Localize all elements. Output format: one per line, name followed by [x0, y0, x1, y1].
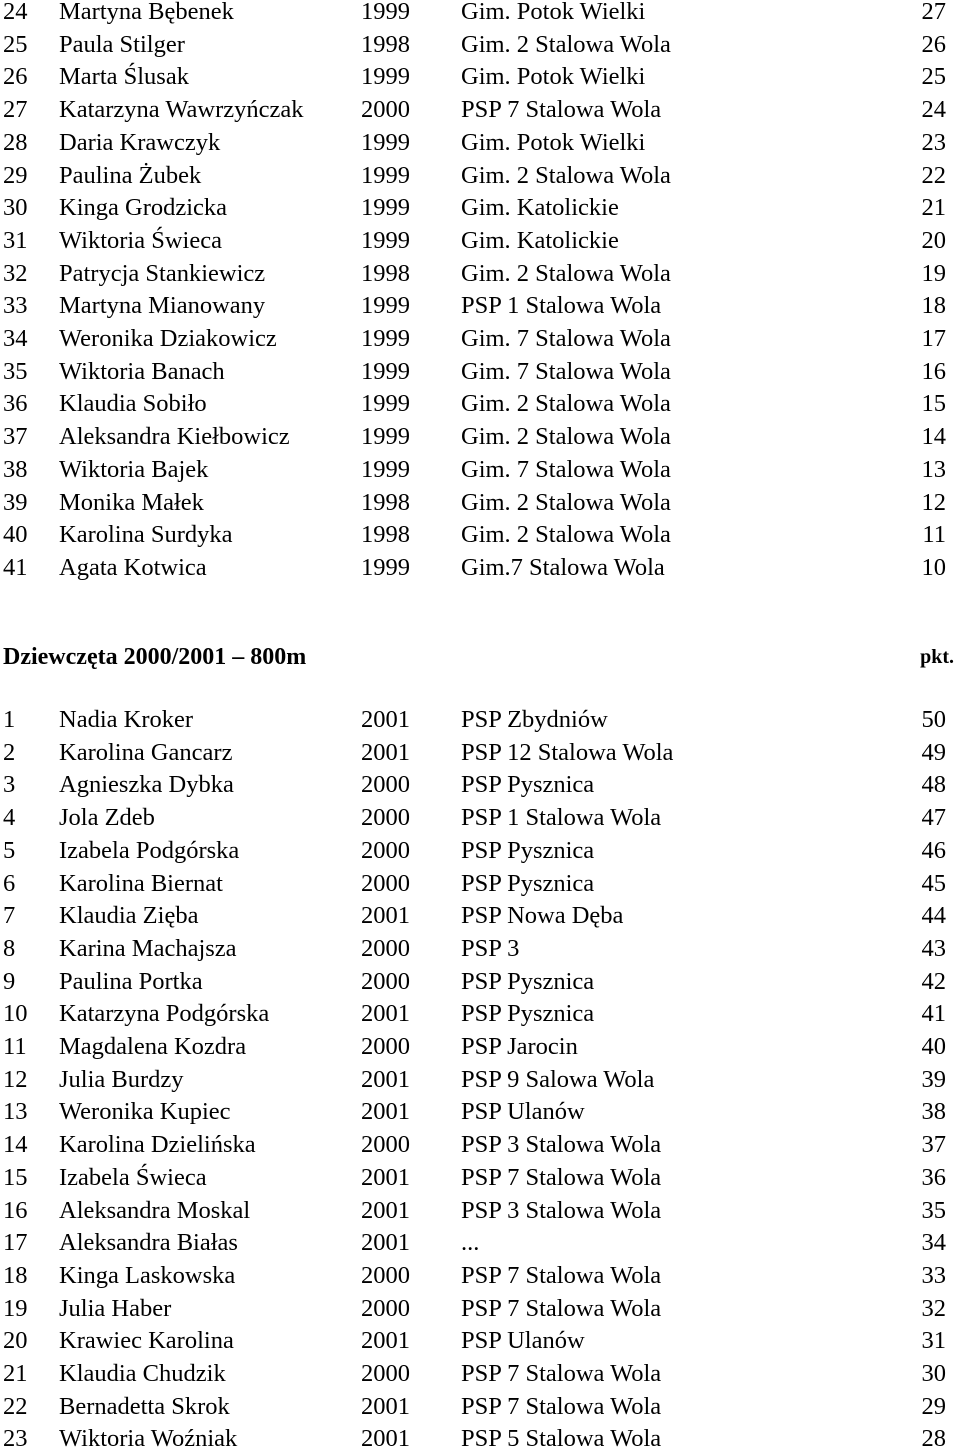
place-number: 34: [3, 325, 28, 352]
school-name: Gim. Potok Wielki: [461, 63, 646, 91]
points-value: 30: [921, 1360, 946, 1387]
place-number: 18: [3, 1261, 28, 1289]
table-row: [0, 998, 960, 1030]
birth-year: 2000: [361, 1294, 410, 1322]
points-value: 43: [921, 934, 946, 962]
table-row: [0, 1423, 960, 1455]
athlete-name: Weronika Kupiec: [59, 1098, 231, 1126]
table-row: [0, 835, 960, 867]
table-row: [0, 258, 960, 290]
birth-year: 1999: [361, 357, 410, 385]
place-number: 1: [3, 706, 16, 733]
birth-year: 2000: [361, 804, 410, 832]
points-value: 22: [921, 161, 946, 189]
place-number: 20: [3, 1327, 28, 1355]
athlete-name: Izabela Podgórska: [59, 836, 240, 864]
points-value: 17: [921, 325, 946, 352]
table-row: [0, 1260, 960, 1292]
points-value: 50: [921, 706, 946, 733]
points-value: 49: [921, 738, 946, 766]
birth-year: 2001: [361, 1098, 410, 1126]
table-row: [0, 225, 960, 257]
athlete-name: Aleksandra Białas: [59, 1229, 238, 1257]
points-value: 26: [921, 30, 946, 58]
points-value: 36: [921, 1163, 946, 1191]
place-number: 30: [3, 194, 28, 222]
place-number: 15: [3, 1163, 28, 1191]
athlete-name: Wiktoria Świeca: [59, 226, 222, 254]
school-name: PSP 7 Stalowa Wola: [461, 96, 662, 124]
athlete-name: Daria Krawczyk: [59, 128, 221, 156]
school-name: PSP Pysznica: [461, 836, 595, 864]
place-number: 41: [3, 553, 28, 581]
school-name: Gim. 7 Stalowa Wola: [461, 455, 671, 483]
athlete-name: Paula Stilger: [59, 30, 185, 58]
athlete-name: Klaudia Sobiło: [59, 390, 207, 418]
table-row: [0, 1031, 960, 1063]
table-row: [0, 704, 960, 736]
table-row: [0, 966, 960, 998]
school-name: Gim. 7 Stalowa Wola: [461, 325, 671, 352]
birth-year: 1999: [361, 455, 410, 483]
section-title: Dziewczęta 2000/2001 – 800m: [3, 644, 307, 670]
table-row: [0, 1293, 960, 1325]
points-value: 34: [921, 1229, 946, 1257]
school-name: Gim.7 Stalowa Wola: [461, 553, 665, 581]
table-row: [0, 519, 960, 551]
table-row: [0, 1358, 960, 1390]
place-number: 22: [3, 1392, 28, 1420]
table-row: [0, 160, 960, 192]
place-number: 7: [3, 902, 16, 930]
points-value: 10: [921, 553, 946, 581]
athlete-name: Monika Małek: [59, 488, 204, 516]
birth-year: 2001: [361, 706, 410, 733]
place-number: 9: [3, 967, 16, 995]
birth-year: 2001: [361, 1196, 410, 1224]
birth-year: 2000: [361, 1033, 410, 1060]
school-name: Gim. Potok Wielki: [461, 0, 646, 25]
table-row: [0, 1391, 960, 1423]
table-row: [0, 900, 960, 932]
birth-year: 1998: [361, 521, 410, 549]
school-name: Gim. 2 Stalowa Wola: [461, 390, 671, 418]
athlete-name: Nadia Kroker: [59, 706, 194, 733]
table-row: [0, 552, 960, 584]
athlete-name: Marta Ślusak: [59, 63, 189, 91]
school-name: Gim. Katolickie: [461, 226, 619, 254]
school-name: PSP 3 Stalowa Wola: [461, 1131, 662, 1159]
table-row: [0, 421, 960, 453]
school-name: PSP 7 Stalowa Wola: [461, 1163, 662, 1191]
place-number: 6: [3, 869, 16, 897]
birth-year: 2000: [361, 1360, 410, 1387]
table-row: [0, 356, 960, 388]
school-name: Gim. 2 Stalowa Wola: [461, 259, 671, 287]
birth-year: 2001: [361, 902, 410, 930]
points-value: 32: [921, 1294, 946, 1322]
birth-year: 2000: [361, 967, 410, 995]
place-number: 17: [3, 1229, 28, 1257]
athlete-name: Katarzyna Wawrzyńczak: [59, 96, 304, 124]
athlete-name: Magdalena Kozdra: [59, 1033, 247, 1060]
birth-year: 2001: [361, 738, 410, 766]
points-value: 35: [921, 1196, 946, 1224]
points-value: 31: [921, 1327, 946, 1355]
points-value: 14: [921, 423, 946, 451]
school-name: Gim. Potok Wielki: [461, 128, 646, 156]
table-row: [0, 1195, 960, 1227]
table-row: [0, 737, 960, 769]
points-value: 20: [921, 226, 946, 254]
athlete-name: Agata Kotwica: [59, 553, 207, 581]
school-name: PSP 7 Stalowa Wola: [461, 1294, 662, 1322]
place-number: 38: [3, 455, 28, 483]
athlete-name: Katarzyna Podgórska: [59, 1000, 270, 1028]
birth-year: 2000: [361, 1261, 410, 1289]
points-value: 18: [921, 292, 946, 320]
place-number: 12: [3, 1065, 28, 1093]
place-number: 40: [3, 521, 28, 549]
place-number: 24: [3, 0, 28, 25]
school-name: ...: [461, 1229, 480, 1257]
table-row: [0, 0, 960, 28]
school-name: Gim. 2 Stalowa Wola: [461, 423, 671, 451]
birth-year: 2001: [361, 1425, 410, 1453]
school-name: PSP 5 Stalowa Wola: [461, 1425, 662, 1453]
athlete-name: Karolina Dzielińska: [59, 1131, 256, 1159]
table-row: [0, 323, 960, 355]
place-number: 29: [3, 161, 28, 189]
birth-year: 2000: [361, 934, 410, 962]
place-number: 11: [3, 1033, 27, 1060]
table-row: [0, 933, 960, 965]
points-value: 13: [921, 455, 946, 483]
birth-year: 1998: [361, 488, 410, 516]
school-name: PSP Ulanów: [461, 1098, 585, 1126]
points-column-label: pkt.: [920, 646, 954, 668]
place-number: 28: [3, 128, 28, 156]
athlete-name: Klaudia Zięba: [59, 902, 199, 930]
points-value: 39: [921, 1065, 946, 1093]
place-number: 2: [3, 738, 16, 766]
athlete-name: Patrycja Stankiewicz: [59, 259, 266, 287]
school-name: PSP Jarocin: [461, 1033, 578, 1060]
school-name: Gim. 2 Stalowa Wola: [461, 161, 671, 189]
athlete-name: Weronika Dziakowicz: [59, 325, 277, 352]
table-row: [0, 454, 960, 486]
birth-year: 1999: [361, 390, 410, 418]
birth-year: 1999: [361, 292, 410, 320]
birth-year: 1999: [361, 325, 410, 352]
place-number: 25: [3, 30, 28, 58]
birth-year: 1999: [361, 63, 410, 91]
place-number: 14: [3, 1131, 28, 1159]
place-number: 13: [3, 1098, 28, 1126]
school-name: PSP 9 Salowa Wola: [461, 1065, 655, 1093]
points-value: 19: [921, 259, 946, 287]
place-number: 36: [3, 390, 28, 418]
table-row: [0, 487, 960, 519]
birth-year: 1999: [361, 194, 410, 222]
points-value: 25: [921, 63, 946, 91]
place-number: 10: [3, 1000, 28, 1028]
place-number: 33: [3, 292, 28, 320]
place-number: 3: [3, 771, 16, 799]
school-name: Gim. 2 Stalowa Wola: [461, 30, 671, 58]
birth-year: 2001: [361, 1229, 410, 1257]
school-name: PSP Nowa Dęba: [461, 902, 624, 930]
birth-year: 1998: [361, 30, 410, 58]
school-name: PSP Ulanów: [461, 1327, 585, 1355]
points-value: 15: [921, 390, 946, 418]
birth-year: 1999: [361, 161, 410, 189]
birth-year: 2000: [361, 836, 410, 864]
school-name: PSP 1 Stalowa Wola: [461, 804, 662, 832]
place-number: 16: [3, 1196, 28, 1224]
points-value: 48: [921, 771, 946, 799]
birth-year: 2000: [361, 771, 410, 799]
athlete-name: Kinga Grodzicka: [59, 194, 228, 222]
school-name: PSP Zbydniów: [461, 706, 608, 733]
athlete-name: Paulina Żubek: [59, 161, 202, 189]
athlete-name: Agnieszka Dybka: [59, 771, 234, 799]
birth-year: 2001: [361, 1163, 410, 1191]
table-row: [0, 1096, 960, 1128]
birth-year: 2000: [361, 869, 410, 897]
birth-year: 2001: [361, 1000, 410, 1028]
place-number: 32: [3, 259, 28, 287]
place-number: 4: [3, 804, 16, 832]
school-name: Gim. Katolickie: [461, 194, 619, 222]
school-name: PSP 3 Stalowa Wola: [461, 1196, 662, 1224]
athlete-name: Kinga Laskowska: [59, 1261, 236, 1289]
school-name: PSP Pysznica: [461, 967, 595, 995]
points-value: 40: [921, 1033, 946, 1060]
table-row: [0, 61, 960, 93]
place-number: 39: [3, 488, 28, 516]
athlete-name: Aleksandra Kiełbowicz: [59, 423, 290, 451]
place-number: 5: [3, 836, 16, 864]
points-value: 27: [921, 0, 946, 25]
birth-year: 1998: [361, 259, 410, 287]
athlete-name: Klaudia Chudzik: [59, 1360, 226, 1387]
place-number: 23: [3, 1425, 28, 1453]
athlete-name: Julia Burdzy: [59, 1065, 184, 1093]
school-name: PSP Pysznica: [461, 1000, 595, 1028]
athlete-name: Aleksandra Moskal: [59, 1196, 251, 1224]
points-value: 44: [921, 902, 946, 930]
birth-year: 1999: [361, 0, 410, 25]
points-value: 24: [921, 96, 946, 124]
table-row: [0, 1064, 960, 1096]
points-value: 11: [922, 521, 946, 549]
athlete-name: Wiktoria Woźniak: [59, 1425, 238, 1453]
points-value: 46: [921, 836, 946, 864]
school-name: PSP 1 Stalowa Wola: [461, 292, 662, 320]
points-value: 28: [921, 1425, 946, 1453]
table-row: [0, 1129, 960, 1161]
place-number: 27: [3, 96, 28, 124]
athlete-name: Karina Machajsza: [59, 934, 237, 962]
table-row: [0, 94, 960, 126]
birth-year: 2001: [361, 1392, 410, 1420]
place-number: 35: [3, 357, 28, 385]
birth-year: 1999: [361, 553, 410, 581]
school-name: PSP 7 Stalowa Wola: [461, 1261, 662, 1289]
table-row: [0, 127, 960, 159]
points-value: 45: [921, 869, 946, 897]
table-row: [0, 1325, 960, 1357]
place-number: 8: [3, 934, 16, 962]
place-number: 37: [3, 423, 28, 451]
school-name: PSP Pysznica: [461, 771, 595, 799]
points-value: 33: [921, 1261, 946, 1289]
points-value: 38: [921, 1098, 946, 1126]
points-value: 37: [921, 1131, 946, 1159]
birth-year: 1999: [361, 423, 410, 451]
table-row: [0, 192, 960, 224]
table-row: [0, 769, 960, 801]
birth-year: 1999: [361, 128, 410, 156]
athlete-name: Bernadetta Skrok: [59, 1392, 230, 1420]
points-value: 21: [921, 194, 946, 222]
birth-year: 2001: [361, 1327, 410, 1355]
athlete-name: Wiktoria Bajek: [59, 455, 209, 483]
place-number: 21: [3, 1360, 28, 1387]
points-value: 41: [921, 1000, 946, 1028]
birth-year: 2000: [361, 96, 410, 124]
athlete-name: Karolina Surdyka: [59, 521, 233, 549]
school-name: PSP 7 Stalowa Wola: [461, 1392, 662, 1420]
school-name: PSP Pysznica: [461, 869, 595, 897]
athlete-name: Krawiec Karolina: [59, 1327, 234, 1355]
table-row: [0, 1227, 960, 1259]
school-name: Gim. 7 Stalowa Wola: [461, 357, 671, 385]
athlete-name: Wiktoria Banach: [59, 357, 225, 385]
points-value: 47: [921, 804, 946, 832]
points-value: 12: [921, 488, 946, 516]
table-row: [0, 290, 960, 322]
points-value: 16: [921, 357, 946, 385]
school-name: PSP 12 Stalowa Wola: [461, 738, 674, 766]
place-number: 19: [3, 1294, 28, 1322]
points-value: 42: [921, 967, 946, 995]
place-number: 31: [3, 226, 28, 254]
athlete-name: Karolina Gancarz: [59, 738, 233, 766]
athlete-name: Jola Zdeb: [59, 804, 155, 832]
points-value: 29: [921, 1392, 946, 1420]
points-value: 23: [921, 128, 946, 156]
school-name: Gim. 2 Stalowa Wola: [461, 521, 671, 549]
athlete-name: Karolina Biernat: [59, 869, 223, 897]
table-row: [0, 388, 960, 420]
school-name: PSP 7 Stalowa Wola: [461, 1360, 662, 1387]
birth-year: 2001: [361, 1065, 410, 1093]
place-number: 26: [3, 63, 28, 91]
table-row: [0, 1162, 960, 1194]
athlete-name: Paulina Portka: [59, 967, 203, 995]
birth-year: 2000: [361, 1131, 410, 1159]
athlete-name: Martyna Bębenek: [59, 0, 234, 25]
table-row: [0, 868, 960, 900]
athlete-name: Julia Haber: [59, 1294, 172, 1322]
athlete-name: Martyna Mianowany: [59, 292, 266, 320]
athlete-name: Izabela Świeca: [59, 1163, 207, 1191]
school-name: Gim. 2 Stalowa Wola: [461, 488, 671, 516]
school-name: PSP 3: [461, 934, 520, 962]
table-row: [0, 802, 960, 834]
birth-year: 1999: [361, 226, 410, 254]
table-row: [0, 29, 960, 61]
